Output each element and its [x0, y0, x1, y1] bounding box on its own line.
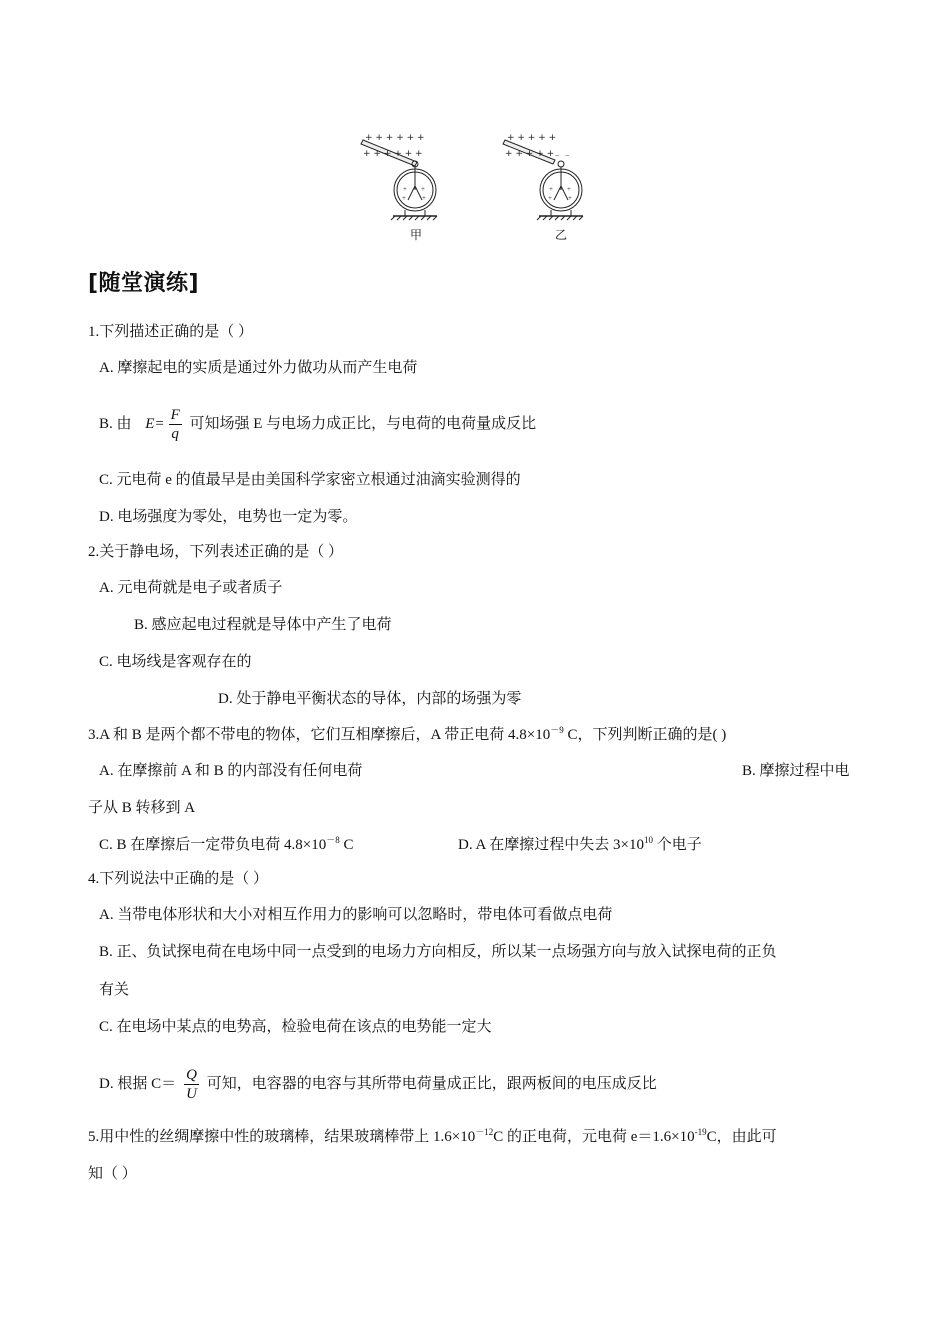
svg-text:+: + [403, 185, 407, 193]
q5-stem-exp1: －12 [475, 1127, 494, 1137]
svg-text:−: − [555, 151, 560, 160]
q1-b-prefix: B. 由 [99, 415, 132, 432]
q1-b-suffix: 可知场强 E 与电场力成正比，与电荷的电荷量成反比 [189, 415, 537, 432]
svg-text:+: + [568, 194, 572, 202]
q5-stem-exp2: -19 [694, 1127, 707, 1137]
q1-stem: 1.下列描述正确的是（ ） [88, 324, 254, 340]
q4-option-d [99, 1066, 657, 1103]
svg-text:+ + + + +: + + + + + [507, 133, 557, 143]
q4-d-fraction [184, 1066, 199, 1103]
caption-left: 甲 [410, 228, 423, 242]
q4-option-b-line2: 有关 [99, 982, 130, 998]
q4-d-suffix: 可知，电容器的电容与其所带电荷量成正比，跟两板间的电压成反比 [206, 1075, 657, 1092]
q4-option-b-line1: B. 正、负试探电荷在电场中同一点受到的电场力方向相反，所以某一点场强方向与放入试探电荷的正负 [99, 944, 777, 960]
q3-stem-post: C，下列判断正确的是( ) [563, 727, 727, 743]
q5-stem-mid: C 的正电荷，元电荷 e＝1.6×10 [493, 1129, 695, 1145]
q1-b-fraction [169, 406, 182, 443]
svg-text:+ + + + +: + + + + + [505, 149, 555, 159]
q2-option-a: A. 元电荷就是电子或者质子 [99, 580, 283, 596]
q5-stem-line2: 知（ ） [88, 1166, 137, 1182]
q1-option-b [99, 406, 536, 443]
q3-option-d [458, 835, 702, 855]
q3-d-pre: D. A 在摩擦过程中失去 3×10 [458, 837, 644, 853]
q1-b-eq-lhs: E= [145, 415, 165, 432]
q1-b-denominator: q [171, 426, 179, 442]
q3-option-b-part2: 子从 B 转移到 A [88, 800, 196, 816]
svg-text:+: + [548, 194, 552, 202]
q2-option-b: B. 感应起电过程就是导体中产生了电荷 [134, 617, 392, 633]
svg-text:+: + [402, 194, 406, 202]
svg-text:−: − [565, 151, 570, 160]
q5-stem-pre: 5.用中性的丝绸摩擦中性的玻璃棒，结果玻璃棒带上 1.6×10 [88, 1129, 476, 1145]
q1-b-numerator: F [170, 407, 180, 423]
electroscope-figure [355, 128, 595, 246]
svg-text:+: + [422, 194, 426, 202]
q3-d-post: 个电子 [652, 837, 702, 853]
q2-option-d: D. 处于静电平衡状态的导体，内部的场强为零 [218, 691, 522, 707]
q3-stem-exp: －9 [550, 725, 564, 735]
q2-option-c: C. 电场线是客观存在的 [99, 654, 252, 670]
q3-stem-pre: 3.A 和 B 是两个都不带电的物体，它们互相摩擦后，A 带正电荷 4.8×10 [88, 727, 551, 743]
q4-option-a: A. 当带电体形状和大小对相互作用力的影响可以忽略时，带电体可看做点电荷 [99, 907, 613, 923]
svg-text:+: + [421, 185, 425, 193]
q4-option-c: C. 在电场中某点的电势高，检验电荷在该点的电势能一定大 [99, 1019, 492, 1035]
caption-right: 乙 [555, 228, 568, 242]
q4-stem: 4.下列说法中正确的是（ ） [88, 871, 269, 887]
q5-stem-post: C，由此可 [706, 1129, 777, 1145]
q3-d-exp: 10 [643, 835, 653, 845]
q4-d-prefix: D. 根据 C＝ [99, 1075, 177, 1092]
q2-stem: 2.关于静电场，下列表述正确的是（ ） [88, 544, 344, 560]
svg-text:+: + [567, 185, 571, 193]
q1-option-a: A. 摩擦起电的实质是通过外力做功从而产生电荷 [99, 360, 418, 376]
q1-option-c: C. 元电荷 e 的值最早是由美国科学家密立根通过油滴实验测得的 [99, 472, 521, 488]
q1-option-d: D. 电场强度为零处，电势也一定为零。 [99, 509, 358, 525]
q3-c-exp: －8 [326, 835, 340, 845]
section-heading: [随堂演练] [88, 271, 200, 296]
q3-option-c [99, 835, 354, 855]
q3-stem [88, 725, 726, 745]
svg-text:+ + + + + +: + + + + + + [363, 149, 423, 159]
q3-option-a: A. 在摩擦前 A 和 B 的内部没有任何电荷 [99, 763, 363, 779]
electroscope-right [503, 133, 583, 220]
q4-d-numerator: Q [186, 1067, 197, 1083]
q5-stem-line1 [88, 1127, 777, 1147]
svg-text:+ + + + + +: + + + + + + [365, 133, 425, 143]
q3-option-b-part1: B. 摩擦过程中电 [742, 763, 850, 779]
svg-text:+: + [549, 185, 553, 193]
electroscope-left [361, 133, 437, 220]
q3-c-pre: C. B 在摩擦后一定带负电荷 4.8×10 [99, 837, 327, 853]
q4-d-denominator: U [186, 1086, 197, 1102]
q3-c-post: C [339, 837, 354, 853]
